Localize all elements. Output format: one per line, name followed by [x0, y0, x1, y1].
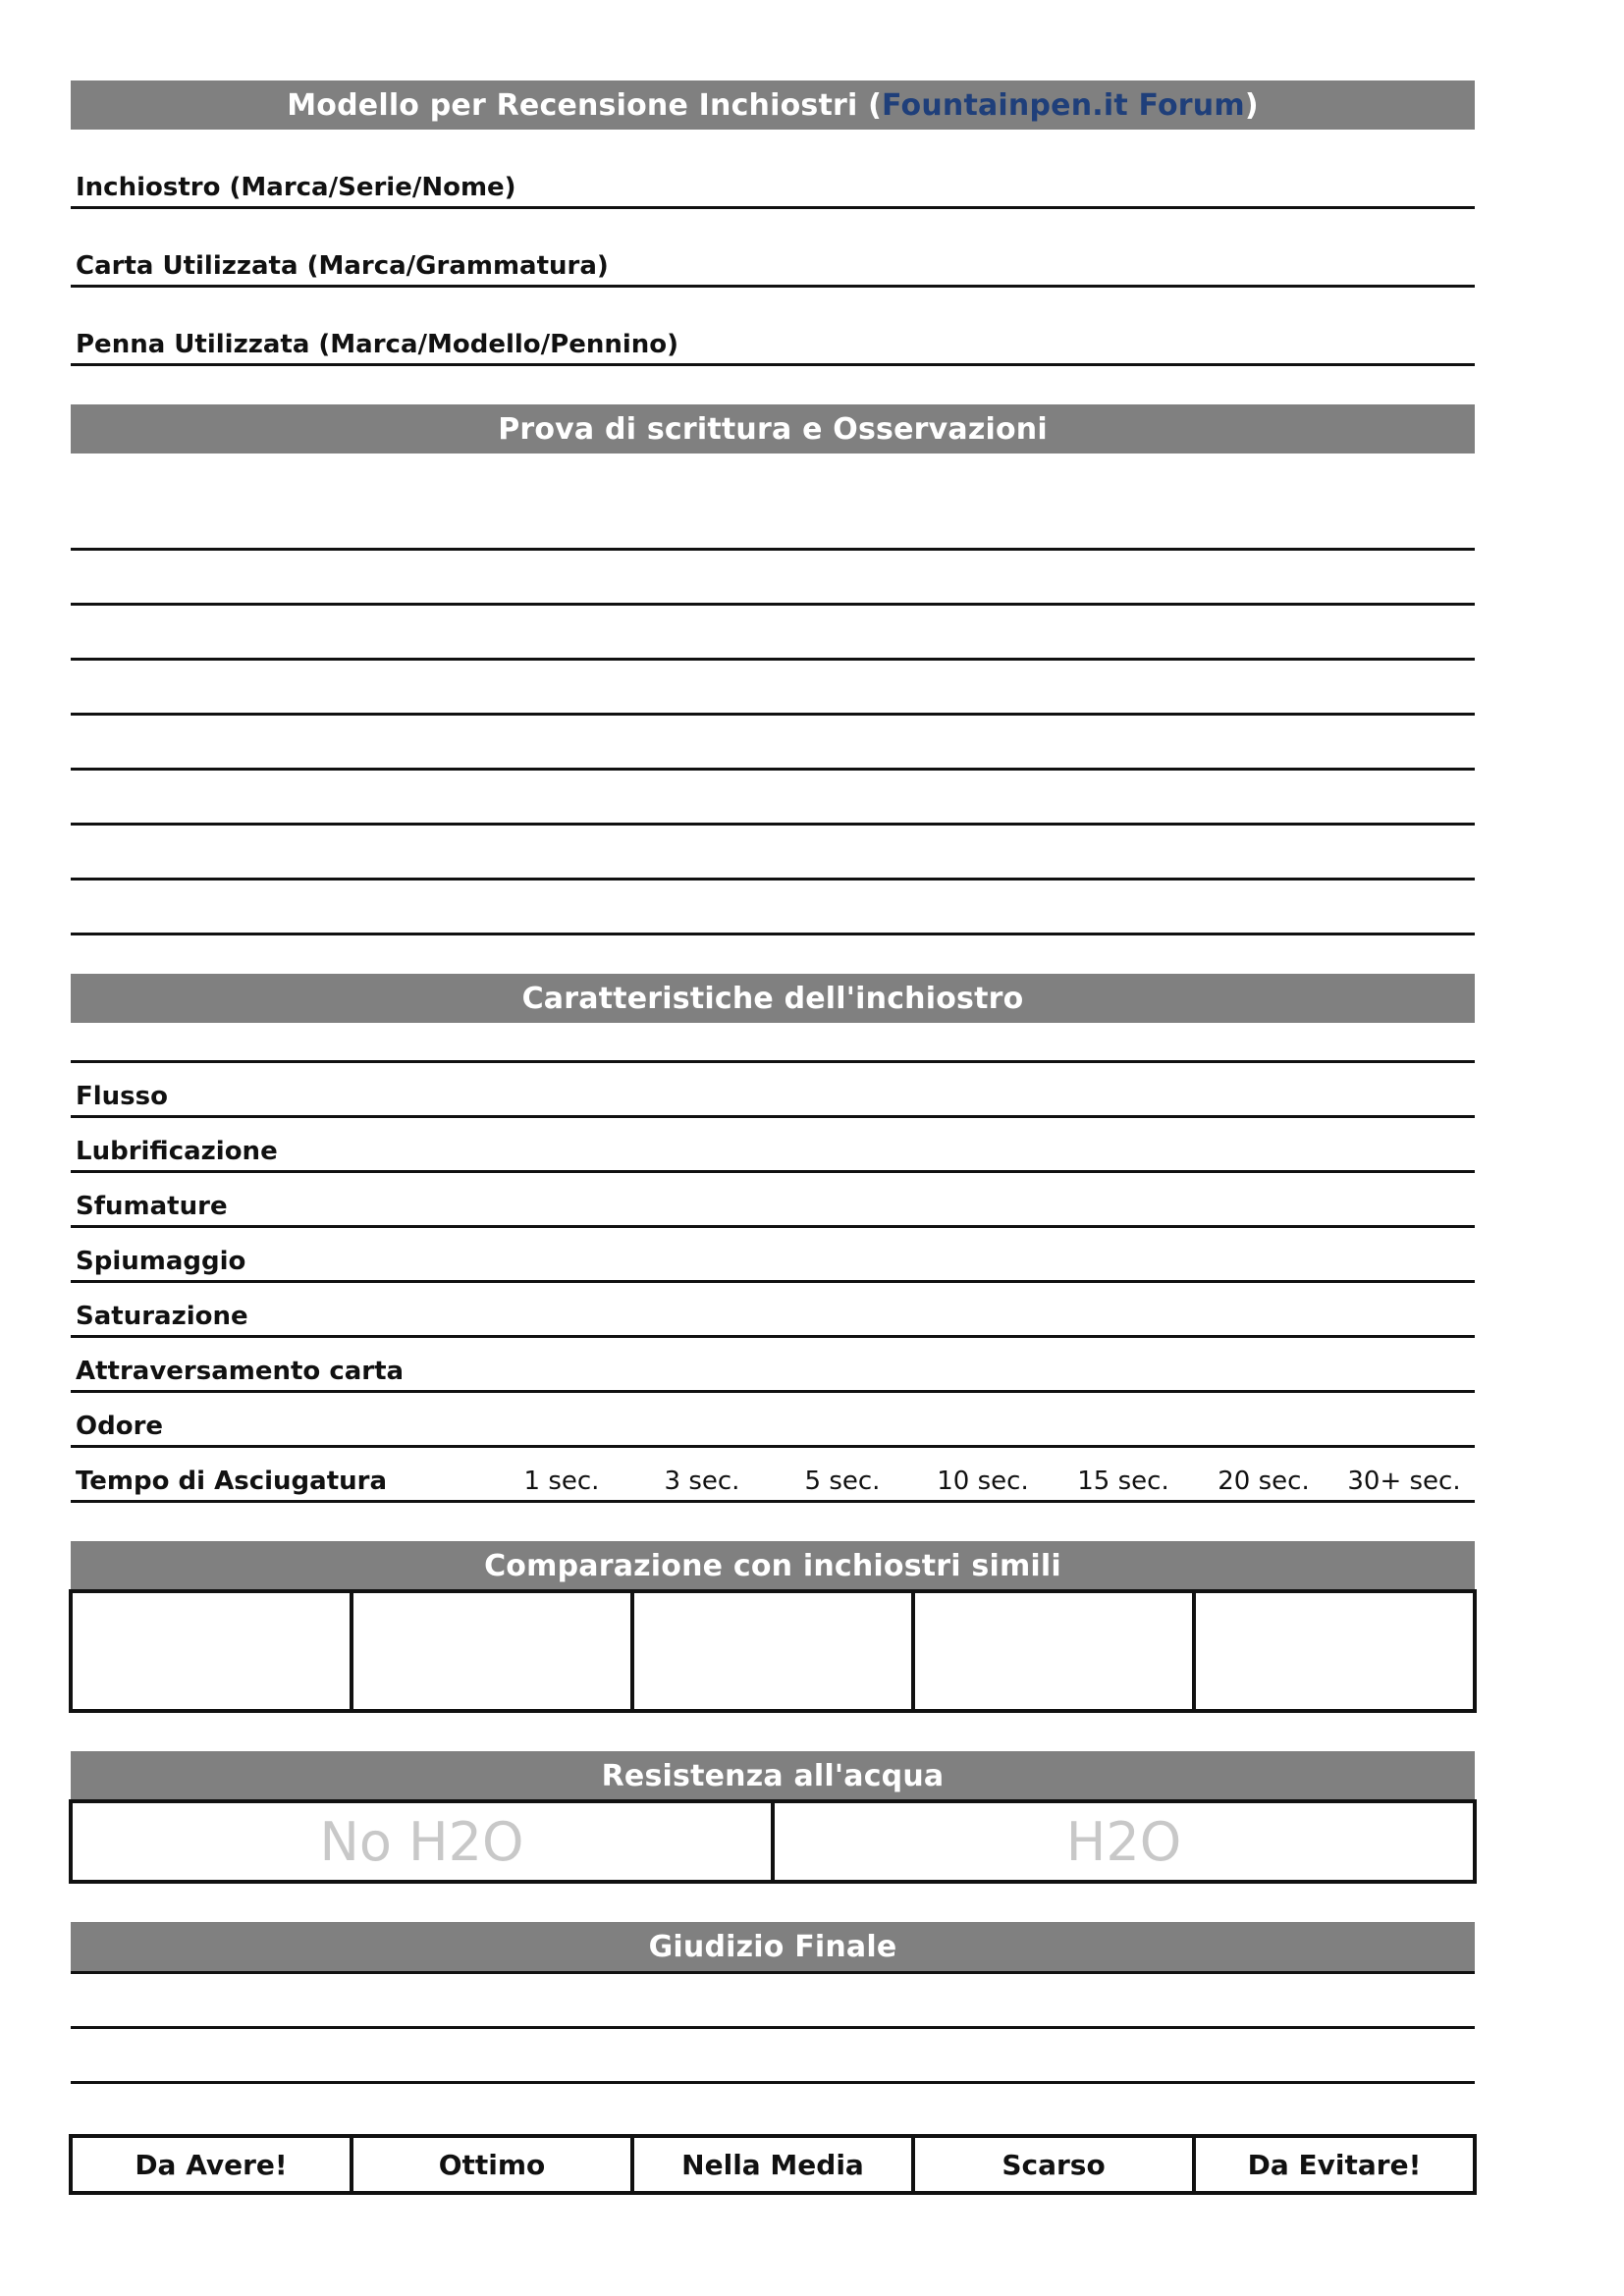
writing-line[interactable] — [71, 713, 1475, 716]
flow-label: Flusso — [76, 1082, 168, 1111]
writing-line[interactable] — [71, 658, 1475, 661]
writing-line[interactable] — [71, 933, 1475, 935]
writing-line[interactable] — [71, 548, 1475, 551]
feathering-line[interactable] — [71, 1280, 1475, 1283]
smell-label: Odore — [76, 1412, 164, 1441]
drying-option[interactable]: 1 sec. — [523, 1467, 600, 1496]
verdict-section-title: Giudizio Finale — [648, 1929, 897, 1964]
water-section-header — [71, 1751, 1475, 1800]
shading-label: Sfumature — [76, 1192, 228, 1221]
drying-time-label: Tempo di Asciugatura — [76, 1467, 388, 1496]
paper-field-line[interactable] — [71, 285, 1475, 288]
comparison-grid — [69, 1589, 1477, 1713]
drying-option[interactable]: 20 sec. — [1218, 1467, 1310, 1496]
verdict-line[interactable] — [71, 2081, 1475, 2084]
pen-field-label: Penna Utilizzata (Marca/Modello/Pennino) — [76, 330, 679, 359]
drying-option[interactable]: 15 sec. — [1077, 1467, 1169, 1496]
water-section-title: Resistenza all'acqua — [601, 1758, 945, 1793]
drying-time-line — [71, 1500, 1475, 1503]
characteristics-section-header — [71, 974, 1475, 1023]
verdict-poor[interactable]: Scarso — [913, 2136, 1194, 2193]
writing-line[interactable] — [71, 823, 1475, 826]
shading-line[interactable] — [71, 1225, 1475, 1228]
writing-section-title: Prova di scrittura e Osservazioni — [498, 411, 1048, 447]
comparison-cell[interactable] — [632, 1591, 913, 1711]
drying-option[interactable]: 3 sec. — [664, 1467, 740, 1496]
drying-option[interactable]: 5 sec. — [804, 1467, 881, 1496]
verdict-line[interactable] — [71, 1971, 1475, 1974]
forum-link[interactable]: Fountainpen.it Forum — [882, 87, 1245, 123]
flow-line[interactable] — [71, 1115, 1475, 1118]
no-water-watermark: No H2O — [319, 1810, 524, 1873]
bleed-through-line[interactable] — [71, 1390, 1475, 1393]
water-cell[interactable] — [773, 1801, 1475, 1882]
smell-line[interactable] — [71, 1445, 1475, 1448]
form-title-prefix: Modello per Recensione Inchiostri ( — [287, 87, 883, 123]
comparison-cell[interactable] — [352, 1591, 632, 1711]
ink-field-line[interactable] — [71, 206, 1475, 209]
comparison-cell[interactable] — [913, 1591, 1194, 1711]
form-title — [71, 80, 1475, 130]
form-title-suffix: ) — [1244, 87, 1259, 123]
no-water-cell[interactable] — [71, 1801, 773, 1882]
water-watermark: H2O — [1065, 1810, 1182, 1873]
saturation-label: Saturazione — [76, 1302, 248, 1331]
pen-field-line[interactable] — [71, 363, 1475, 366]
comparison-section-title: Comparazione con inchiostri simili — [484, 1548, 1061, 1583]
drying-option[interactable]: 10 sec. — [937, 1467, 1029, 1496]
paper-field-label: Carta Utilizzata (Marca/Grammatura) — [76, 251, 609, 281]
verdict-section-header — [71, 1922, 1475, 1971]
comparison-cell[interactable] — [71, 1591, 352, 1711]
ink-field-label: Inchiostro (Marca/Serie/Nome) — [76, 173, 516, 202]
comparison-cell[interactable] — [1194, 1591, 1475, 1711]
saturation-line[interactable] — [71, 1335, 1475, 1338]
verdict-line[interactable] — [71, 2026, 1475, 2029]
water-grid — [69, 1799, 1477, 1884]
verdict-excellent[interactable]: Ottimo — [352, 2136, 632, 2193]
writing-section-header — [71, 404, 1475, 454]
verdict-average[interactable]: Nella Media — [632, 2136, 913, 2193]
writing-line[interactable] — [71, 768, 1475, 771]
writing-line[interactable] — [71, 603, 1475, 606]
verdict-avoid[interactable]: Da Evitare! — [1194, 2136, 1475, 2193]
lubrication-label: Lubrificazione — [76, 1137, 278, 1166]
feathering-label: Spiumaggio — [76, 1247, 246, 1276]
writing-line[interactable] — [71, 878, 1475, 881]
drying-option[interactable]: 30+ sec. — [1347, 1467, 1461, 1496]
characteristics-top-line — [71, 1060, 1475, 1063]
comparison-section-header — [71, 1541, 1475, 1590]
lubrication-line[interactable] — [71, 1170, 1475, 1173]
characteristics-section-title: Caratteristiche dell'inchiostro — [521, 981, 1024, 1016]
bleed-through-label: Attraversamento carta — [76, 1357, 405, 1386]
verdict-options — [69, 2134, 1477, 2195]
verdict-must-have[interactable]: Da Avere! — [71, 2136, 352, 2193]
